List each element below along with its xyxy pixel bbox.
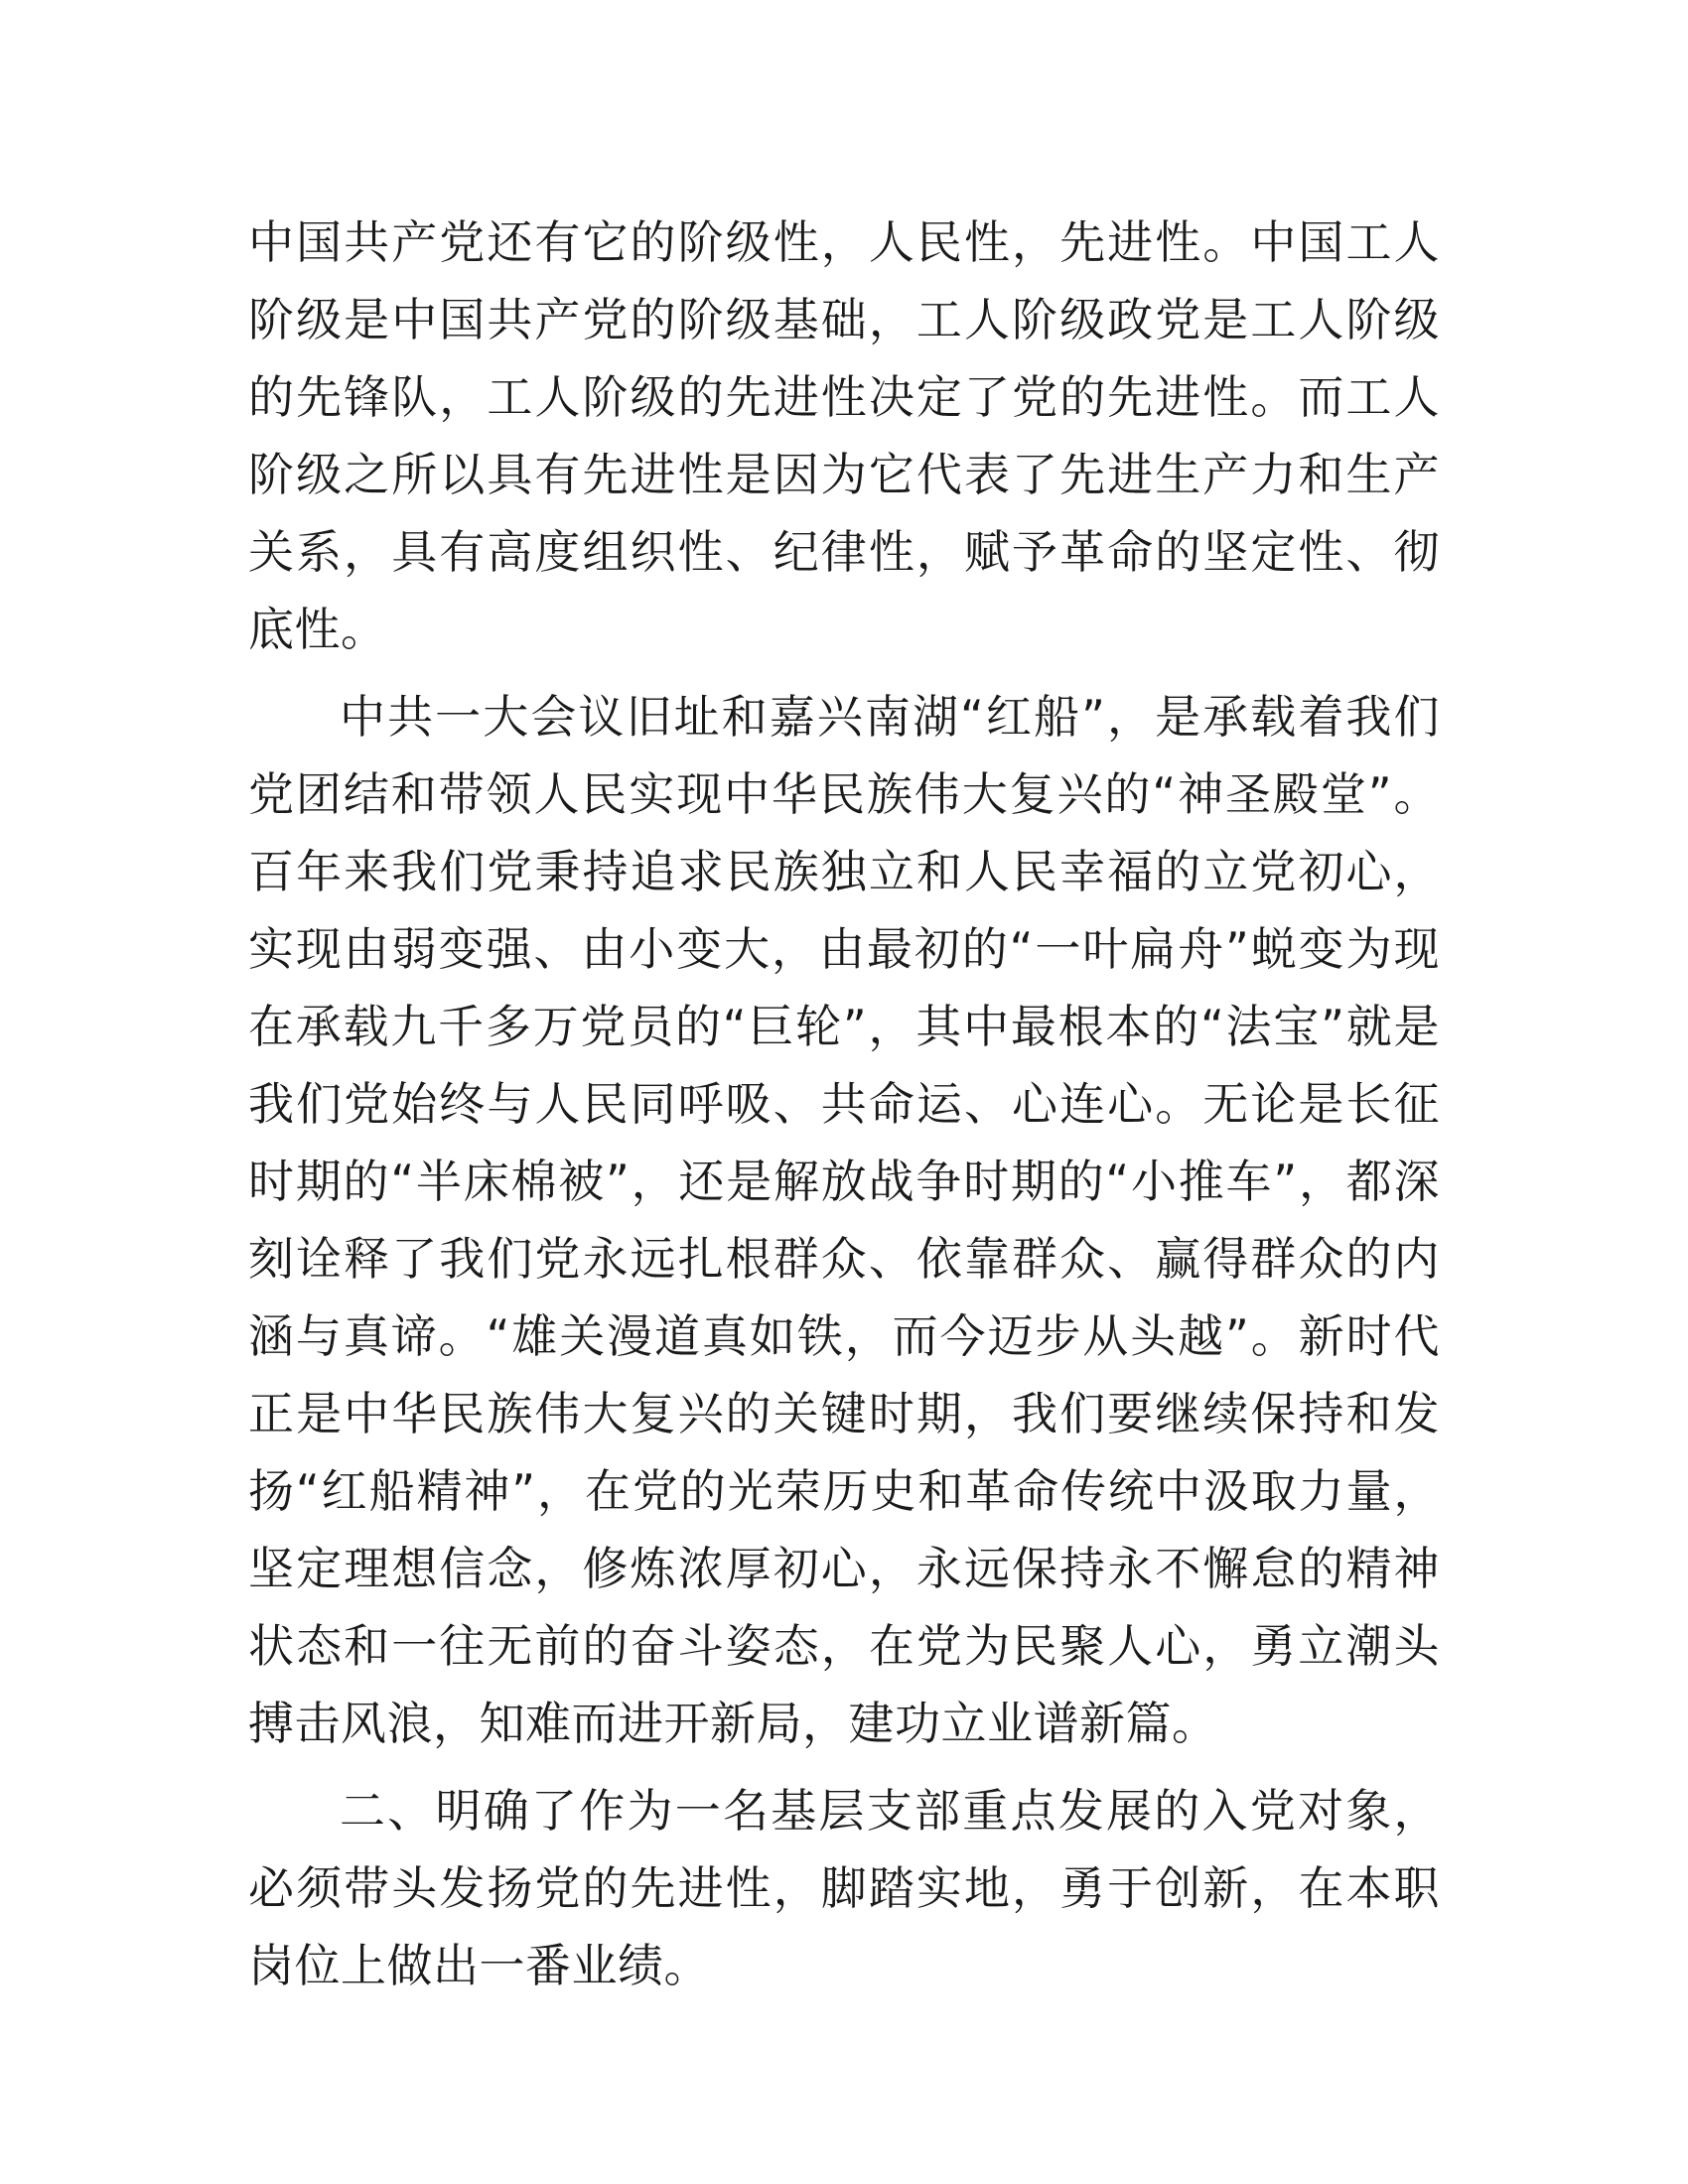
paragraph-red-boat: 中共一大会议旧址和嘉兴南湖“红船”，是承载着我们党团结和带领人民实现中华民族伟大复兴的“神圣殿堂”。百年来我们党秉持追求民族独立和人民幸福的立党初心，实现由弱变强、由小变大，由最初的“一叶扁舟”蜕变为现在承载九千多万党员的“巨轮”，其中最根本的“法宝”就是我们党始终与人民同呼吸、共命运、心连心。无论是长征时期的“半床棉被”，还是解放战争时期的“小推车”，都深刻诠释了我们党永远扎根群众、依靠群众、赢得群众的内涵与真谛。“雄关漫道真如铁，而今迈步从头越”。新时代正是中华民族伟大复兴的关键时期，我们要继续保持和发扬“红船精神”，在党的光荣历史和革命传统中汲取力量，坚定理想信念，修炼浓厚初心，永远保持永不懈怠的精神状态和一往无前的奋斗姿态，在党为民聚人心，勇立潮头搏击风浪，知难而进开新局，建功立业谱新篇。: [248, 690, 1440, 1750]
paragraph-section-two: 二、明确了作为一名基层支部重点发展的入党对象，必须带头发扬党的先进性，脚踏实地，勇于创新，在本职岗位上做出一番业绩。: [248, 1784, 1440, 1992]
paragraph-class-nature: 中国共产党还有它的阶级性，人民性，先进性。中国工人阶级是中国共产党的阶级基础，工人阶级政党是工人阶级的先锋队，工人阶级的先进性决定了党的先进性。而工人阶级之所以具有先进性是因为它代表了先进生产力和生产关系，具有高度组织性、纪律性，赋予革命的坚定性、彻底性。: [248, 215, 1440, 656]
document-page: [248, 204, 1440, 2090]
